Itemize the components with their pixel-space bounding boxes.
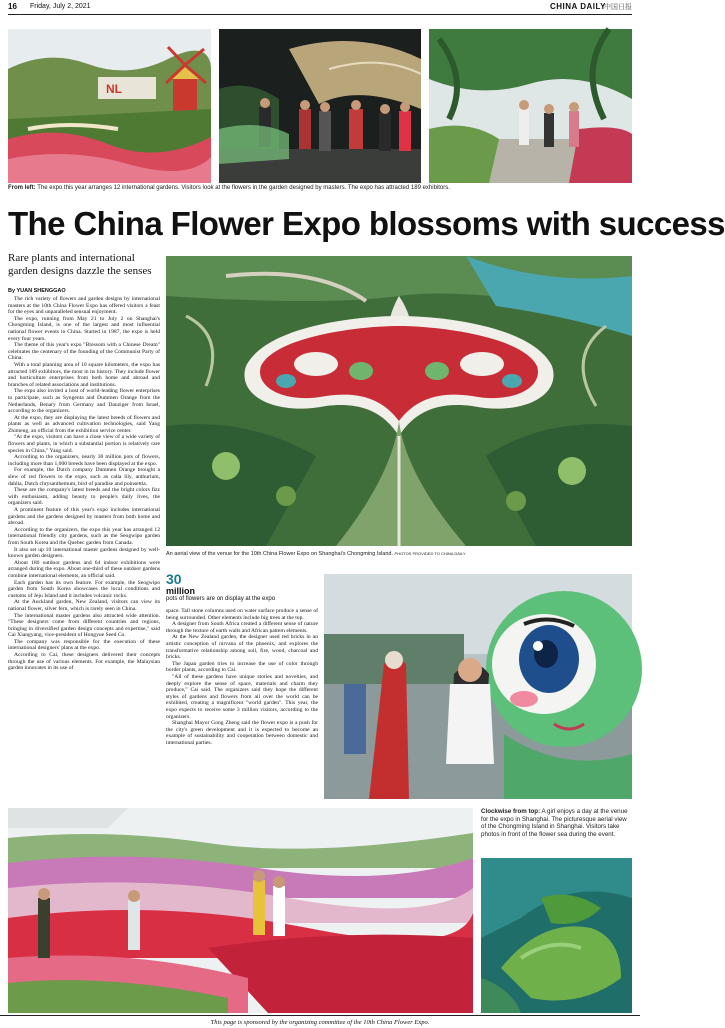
deck: Rare plants and international garden designs dazzle the senses (8, 252, 152, 277)
paragraph: Each garden has its own feature. For example, the Seogwipo garden from South Korea showcases the local conditions and customs of Jeju Island and it includes volcanic rocks. (8, 579, 160, 599)
paragraph: At the New Zealand garden, the designer used red bricks in an artistic conception of nirvana of the phoenix, and explores the transformative relationship among soil, fire, wood, charcoal and bricks. (166, 634, 318, 661)
paragraph: It also set up 10 international master gardens designed by well-known garden designers. (8, 546, 160, 560)
stat-callout (166, 572, 316, 602)
sponsor-footer: This page is sponsored by the organizing committee of the 10th China Flower Expo. (0, 1015, 640, 1026)
aerial-caption-text: An aerial view of the venue for the 10th China Flower Expo on Shanghai's Chongming Island. (166, 551, 393, 557)
stat-unit: million (166, 586, 195, 596)
paragraph: These are the company's latest breeds and the bright colors fizz with enthusiasm, adding beauty to people's daily lives, the organizers said. (8, 487, 160, 507)
paragraph: With a total planning area of 10 square kilometers, the expo has attracted 189 exhibitors, the most in its history. They include flower and horticulture enterprises from both home and abroad and branches of related associations and institutions. (8, 361, 160, 388)
photo-chongming-aerial (481, 858, 632, 1013)
photo-international-garden (8, 29, 211, 183)
paragraph: At the Auckland garden, New Zealand, visitors can view its national flower, silver fern, which is rarely seen in China. (8, 599, 160, 612)
byline: By YUAN SHENGGAO (8, 288, 66, 294)
paragraph: "At the expo, visitors can have a close view of a wide variety of flowers and plants, in which a substantial portion is relatively rare species in China," Yang said. (8, 434, 160, 454)
paragraph: About 180 outdoor gardens and 64 indoor exhibitions were arranged during the expo. About one-third of these outdoor gardens combine international elements, an official said. (8, 559, 160, 579)
paragraph: "All of these gardens have unique stories and novelties, and deeply explore the sense of space, materials and charm they produce," Cai said. The organizers said they hope the different styles of gardens and flowers from all over the world can be exhibited, creating a magnificent "world garden". This year, the expo expects to receive some 3 million visitors, according to the organizers. (166, 673, 318, 720)
paragraph: space. Tall stone columns used on water surface produce a sense of being surrounded. Other elements include big trees at the top. (166, 608, 318, 621)
photo-girl-with-mascot (324, 574, 632, 799)
photo-greenhouse-exhibitors (429, 29, 632, 183)
caption-lead: Clockwise from top: (481, 808, 541, 815)
caption-text: The expo this year arranges 12 international gardens. Visitors look at the flowers in the garden designed by masters. The expo has attracted 189 exhibitors. (35, 185, 450, 191)
caption-text: A girl enjoys a day at the venue for the expo in Shanghai. The picturesque aerial view of the Chongming Island in Shanghai. Visitors take photos in front of the flower sea during the event. (481, 808, 628, 838)
brand-name: CHINA DAILY (549, 2, 606, 11)
paragraph: According to the organizers, the expo this year has arranged 12 international friendly city gardens, such as the Seogwipo garden from South Korea and the Quebec garden from Canada. (8, 526, 160, 546)
paragraph: The international master gardens also attracted wide attention. "These designers come from different countries and regions, bringing in diversified garden design concepts and expertise," said Cai Xiangyang, vice-president of Hongyue Seed Co. (8, 612, 160, 639)
paragraph: The expo also invited a host of world-leading flower enterprises to participate, such as Syngenta and Dummen Orange from the Netherlands, Benary from Germany and Danziger from Israel, according to the organizers. (8, 388, 160, 415)
paragraph: Shanghai Mayor Gong Zheng said the flower expo is a push for the city's green development and it is expected to become an example of sustainability and cooperation between domestic and international parties. (166, 720, 318, 746)
paragraph: The expo, running from May 21 to July 2 on Shanghai's Chongming Island, is one of the largest and most influential national flower events in China. Started in 1987, the expo is held every four years. (8, 315, 160, 342)
paragraph: The rich variety of flowers and garden designs by international masters at the 10th China Flower Expo has offered visitors a feast for the eyes and unparalleled sensual enjoyment. (8, 296, 160, 316)
photo-credit: PHOTOS PROVIDED TO CHINA DAILY (394, 551, 466, 556)
publication-date: Friday, July 2, 2021 (30, 3, 91, 10)
article-body-column-2 (166, 608, 318, 804)
top-photo-caption (8, 185, 632, 193)
aerial-photo-caption (166, 550, 632, 559)
paragraph: A designer from South Africa created a different sense of nature through the texture of earth walls and African pattern elements. (166, 621, 318, 634)
paragraph: The theme of this year's expo "Blossom with a Chinese Dream" celebrates the centenary of the founding of the Communist Party of China. (8, 342, 160, 362)
paragraph: The company was responsible for the execution of these international designers' plans at the expo. (8, 638, 160, 652)
photo-aerial-venue (166, 256, 632, 546)
right-photo-caption (481, 808, 631, 838)
stat-number: 30 (166, 571, 182, 587)
page-header (8, 0, 632, 15)
headline: The China Flower Expo blossoms with success (8, 205, 725, 242)
photo-master-garden-visitors (219, 29, 421, 183)
paragraph: According to Cai, these designers delivered their concepts through the use of various elements. For example, the Malaysian garden innovates in its use of (8, 652, 160, 672)
paragraph: The Japan garden tries to increase the use of color through border plants, according to Cai. (166, 660, 318, 674)
page-number: 16 (8, 2, 17, 11)
article-body-column-1 (8, 296, 160, 804)
brand-name-cn: 中国日报 (604, 3, 632, 11)
sign-text: NL (106, 82, 122, 96)
paragraph: A prominent feature of this year's expo includes international gardens and the gardens designed by masters from both home and abroad. (8, 507, 160, 527)
paragraph: For example, the Dutch company Dummen Orange brought a slew of red flowers to the expo, such as calla lily, anthurium, dahlia, Dutch chrysanthemum, bird of paradise and poinsettia. (8, 467, 160, 487)
caption-lead: From left: (8, 185, 36, 191)
paragraph: According to the organizers, nearly 30 million pots of flowers, including more than 1,000 breeds have been displayed at the expo. (8, 454, 160, 467)
photo-flower-sea-visitors (8, 808, 473, 1013)
stat-description: pots of flowers are on display at the expo (166, 596, 276, 602)
paragraph: At the expo, they are displaying the latest breeds of flowers and plants as well as advanced cultivation technologies, said Yang Zhimeng, an official from the exhibition service center. (8, 414, 160, 434)
